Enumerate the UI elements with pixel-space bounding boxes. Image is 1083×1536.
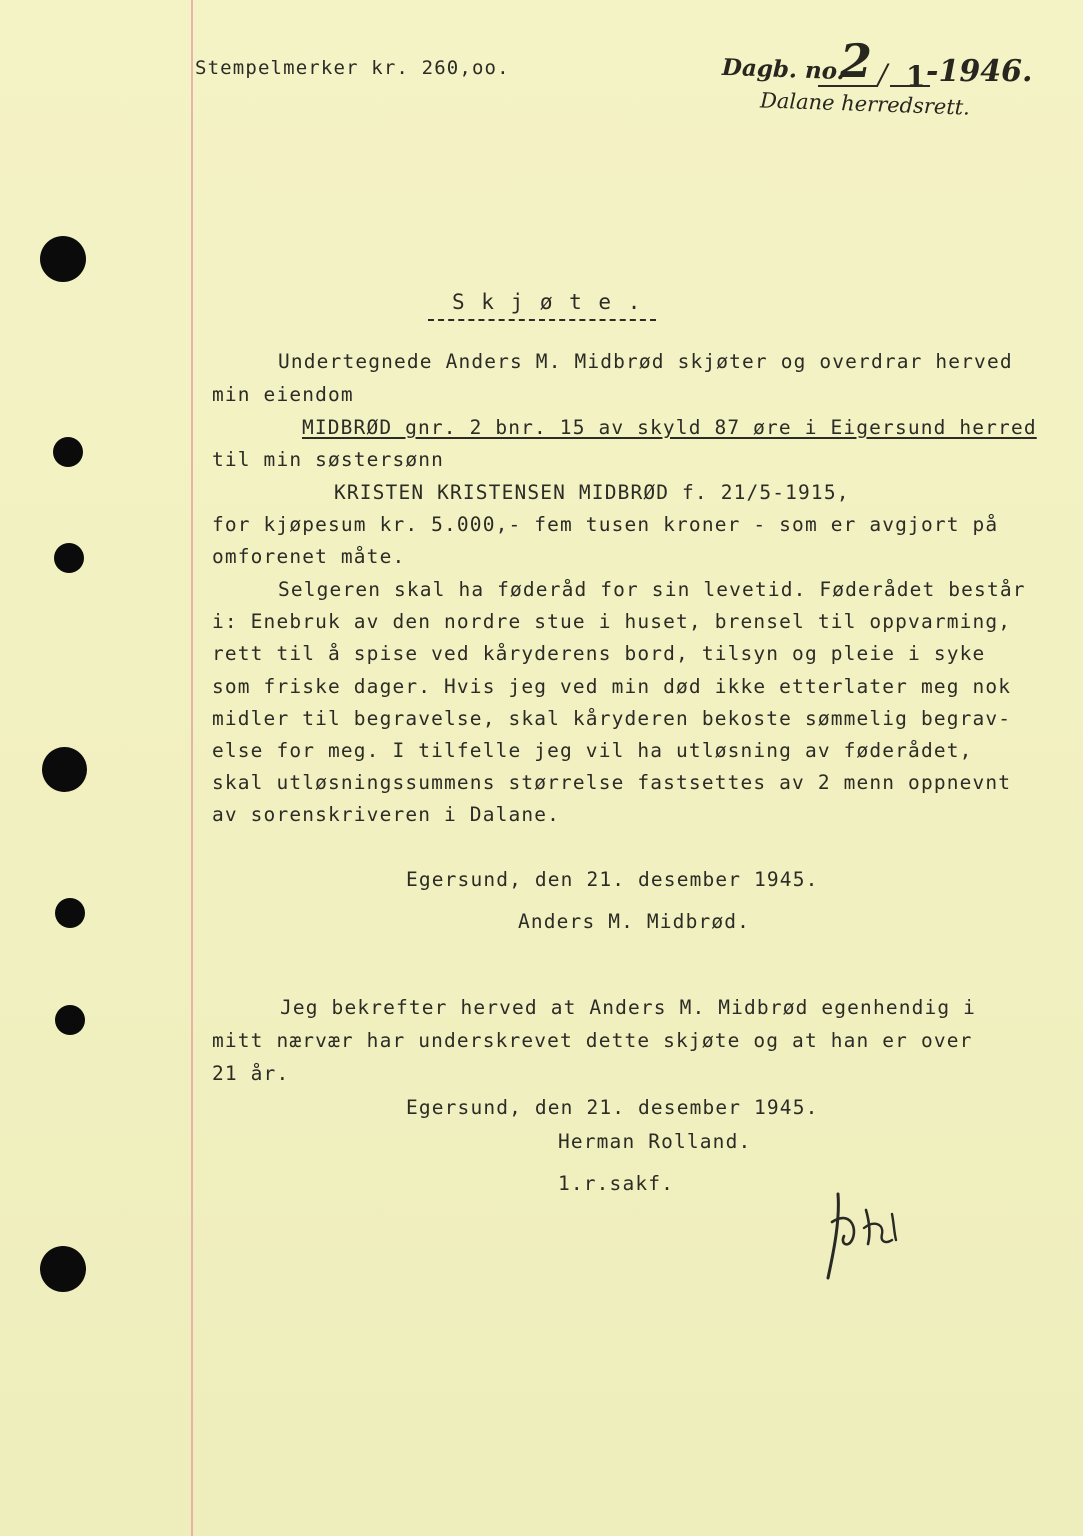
seller-signature: Anders M. Midbrød.: [518, 910, 751, 933]
binder-hole-7: [40, 1246, 86, 1292]
binder-hole-3: [54, 543, 84, 573]
body-line-4: til min søstersønn: [212, 448, 445, 471]
body-line-2: min eiendom: [212, 383, 354, 406]
dagb-month-line: [890, 85, 930, 87]
handwritten-initials: [810, 1180, 930, 1290]
dagb-separator: /: [878, 58, 888, 91]
dagb-number: 2: [840, 34, 873, 88]
margin-rule: [191, 0, 193, 1536]
property-line: MIDBRØD gnr. 2 bnr. 15 av skyld 87 øre i Eigersund herred: [302, 416, 1037, 439]
body-line-14: skal utløsningssummens størrelse fastsettes av 2 menn oppnevnt: [212, 771, 1012, 794]
binder-hole-1: [40, 236, 86, 282]
body-line-12: midler til begravelse, skal kåryderen bekoste sømmelig begrav-: [212, 707, 1012, 730]
dagb-month: 1: [906, 60, 926, 93]
body-line-9: i: Enebruk av den nordre stue i huset, brensel til oppvarming,: [212, 610, 1012, 633]
body-line-15: av sorenskriveren i Dalane.: [212, 803, 561, 826]
body-line-10: rett til å spise ved kåryderens bord, tilsyn og pleie i syke: [212, 642, 986, 665]
place-date-2: Egersund, den 21. desember 1945.: [406, 1096, 819, 1119]
place-date-1: Egersund, den 21. desember 1945.: [406, 868, 819, 891]
witness-line-2: mitt nærvær har underskrevet dette skjøte og at han er over: [212, 1029, 973, 1052]
court-name: Dalane herredsrett.: [759, 88, 971, 120]
body-line-7: omforenet måte.: [212, 545, 406, 568]
body-line-1: Undertegnede Anders M. Midbrød skjøter og overdrar herved: [278, 350, 1013, 373]
stamp-note: Stempelmerker kr. 260,oo.: [195, 57, 510, 79]
dagb-number-line: [818, 85, 878, 87]
binder-hole-6: [55, 1005, 85, 1035]
witness-line-1: Jeg bekrefter herved at Anders M. Midbrød egenhendig i: [280, 996, 977, 1019]
binder-hole-4: [42, 747, 87, 792]
witness-signature: Herman Rolland.: [558, 1130, 752, 1153]
binder-hole-2: [53, 437, 83, 467]
document-title: S k j ø t e .: [452, 290, 643, 314]
body-line-13: else for meg. I tilfelle jeg vil ha utløsning av føderådet,: [212, 739, 973, 762]
dagb-year: -1946.: [926, 54, 1033, 89]
witness-line-3: 21 år.: [212, 1062, 290, 1085]
body-line-8: Selgeren skal ha føderåd for sin levetid. Føderådet består: [278, 578, 1026, 601]
witness-title: 1.r.sakf.: [558, 1172, 675, 1195]
body-line-11: som friske dager. Hvis jeg ved min død ikke etterlater meg nok: [212, 675, 1012, 698]
title-underline: [428, 319, 656, 321]
buyer-line: KRISTEN KRISTENSEN MIDBRØD f. 21/5-1915,: [334, 481, 850, 504]
body-line-6: for kjøpesum kr. 5.000,- fem tusen kroner - som er avgjort på: [212, 513, 999, 536]
binder-hole-5: [55, 898, 85, 928]
dagb-prefix: Dagb. no.: [721, 53, 846, 86]
